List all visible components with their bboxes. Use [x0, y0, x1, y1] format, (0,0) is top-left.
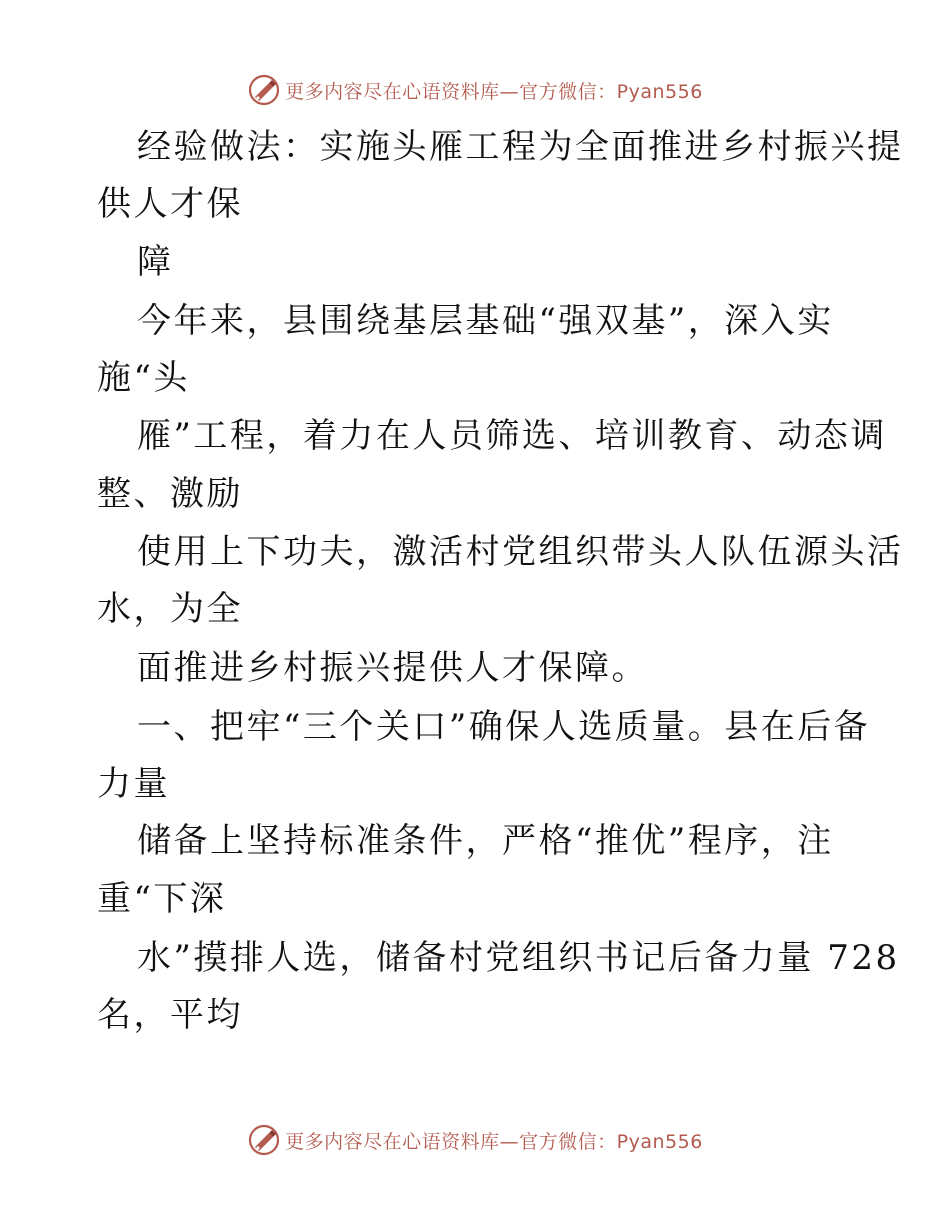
text-line-14: 重“下深 [97, 879, 227, 919]
text-line-2: 供人才保 [97, 184, 243, 224]
footer-watermark-inner [247, 1123, 703, 1157]
header-watermark-inner [247, 73, 703, 107]
header-watermark [0, 70, 950, 110]
text-line-6: 雁”工程，着力在人员筛选、培训教育、动态调 [137, 416, 887, 456]
text-line-1: 经验做法：实施头雁工程为全面推进乡村振兴提 [137, 127, 904, 167]
text-line-11: 一、把牢“三个关口”确保人选质量。县在后备 [137, 707, 871, 747]
text-line-15: 水”摸排人选，储备村党组织书记后备力量 728 [137, 938, 900, 978]
text-line-10: 面推进乡村振兴提供人才保障。 [137, 648, 648, 688]
watermark-text: 更多内容尽在心语资料库—官方微信：Pyan556 [285, 1130, 703, 1153]
text-line-12: 力量 [97, 764, 170, 804]
pen-nib-logo-icon [247, 1123, 281, 1157]
footer-watermark [0, 1120, 950, 1160]
pen-nib-logo-icon [247, 73, 281, 107]
text-line-4: 今年来，县围绕基层基础“强双基”，深入实 [137, 301, 834, 341]
text-line-5: 施“头 [97, 358, 190, 398]
text-line-3: 障 [137, 242, 174, 282]
text-line-13: 储备上坚持标准条件，严格“推优”程序，注 [137, 821, 834, 861]
text-line-16: 名，平均 [97, 995, 243, 1035]
text-line-7: 整、激励 [97, 474, 243, 514]
watermark-text: 更多内容尽在心语资料库—官方微信：Pyan556 [285, 80, 703, 103]
text-line-9: 水，为全 [97, 589, 243, 629]
text-line-8: 使用上下功夫，激活村党组织带头人队伍源头活 [137, 532, 904, 572]
